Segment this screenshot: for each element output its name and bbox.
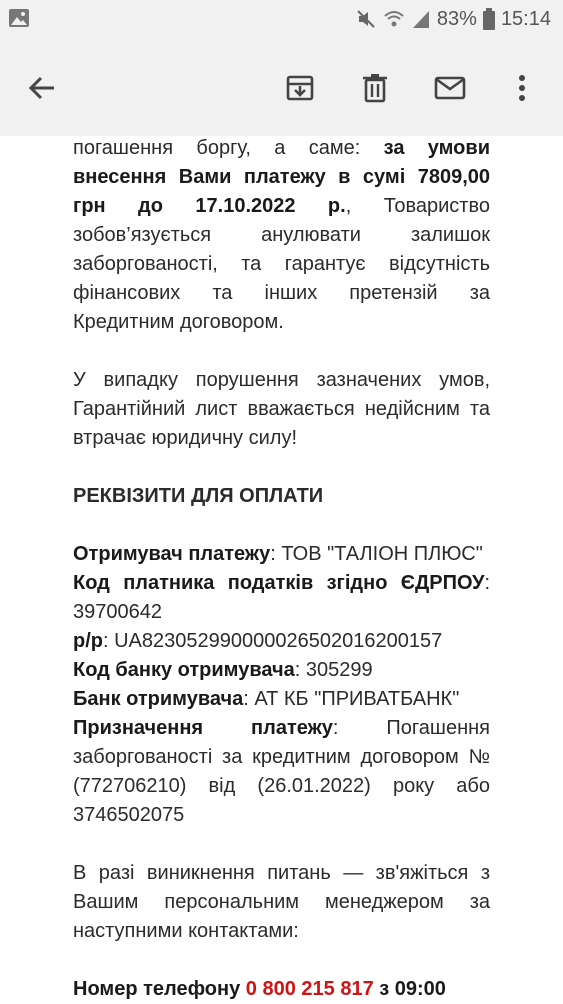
- clock: 15:14: [500, 7, 551, 30]
- purpose-line: Призначення платежу: Погашення заборгованості за кредитним договором № (772706210) від (26.01.2022) року або 3746502075: [73, 717, 490, 826]
- account-line: р/р: UA823052990000026502016200157: [73, 630, 443, 652]
- back-button[interactable]: [22, 68, 62, 108]
- wifi-icon: [383, 8, 405, 30]
- phone-line: Номер телефону 0 800 215 817 з 09:00: [73, 978, 446, 1000]
- arrow-back-icon: [28, 76, 56, 100]
- bank-code-line: Код банку отримувача: 305299: [73, 659, 373, 681]
- app-bar: [0, 38, 563, 136]
- status-bar: [0, 0, 563, 38]
- more-options-button[interactable]: [502, 68, 542, 108]
- violation-paragraph: У випадку порушення зазначених умов, Гарантійний лист вважається недійсним та втрачає юридичну силу!: [73, 369, 490, 449]
- archive-button[interactable]: [280, 68, 320, 108]
- guarantee-paragraph: погашення боргу, а саме: за умови внесення Вами платежу в сумі 7809,00 грн до 17.10.2022 р., Товариство зобов’язується анулювати залишок заборгованості, та гарантує відсутність фінансових та інших претензій за Кредитним договором.: [73, 137, 490, 333]
- image-notification-icon: [8, 8, 30, 28]
- payment-details-heading: РЕКВІЗИТИ ДЛЯ ОПЛАТИ: [73, 485, 324, 507]
- delete-button[interactable]: [355, 68, 395, 108]
- recipient-line: Отримувач платежу: ТОВ "ТАЛІОН ПЛЮС": [73, 543, 483, 565]
- archive-icon: [286, 74, 314, 102]
- mail-icon: [434, 76, 466, 100]
- phone-link[interactable]: 0 800 215 817: [245, 978, 374, 1000]
- email-body: [73, 134, 490, 1004]
- trash-icon: [362, 73, 388, 103]
- tax-code-line: Код платника податків згідно ЄДРПОУ: 39700642: [73, 572, 490, 623]
- battery-percent: 83%: [436, 7, 477, 30]
- bank-line: Банк отримувача: АТ КБ "ПРИВАТБАНК": [73, 688, 460, 710]
- mark-unread-button[interactable]: [430, 68, 470, 108]
- more-vert-icon: [518, 75, 526, 101]
- payment-condition: за умови внесення Вами платежу в сумі 7809,00 грн до 17.10.2022 р.: [73, 137, 490, 217]
- mute-icon: [355, 8, 377, 30]
- signal-icon: [411, 8, 431, 30]
- battery-icon: [483, 8, 495, 30]
- contact-paragraph: В разі виникнення питань — зв'яжіться з Вашим персональним менеджером за наступними контактами:: [73, 862, 490, 942]
